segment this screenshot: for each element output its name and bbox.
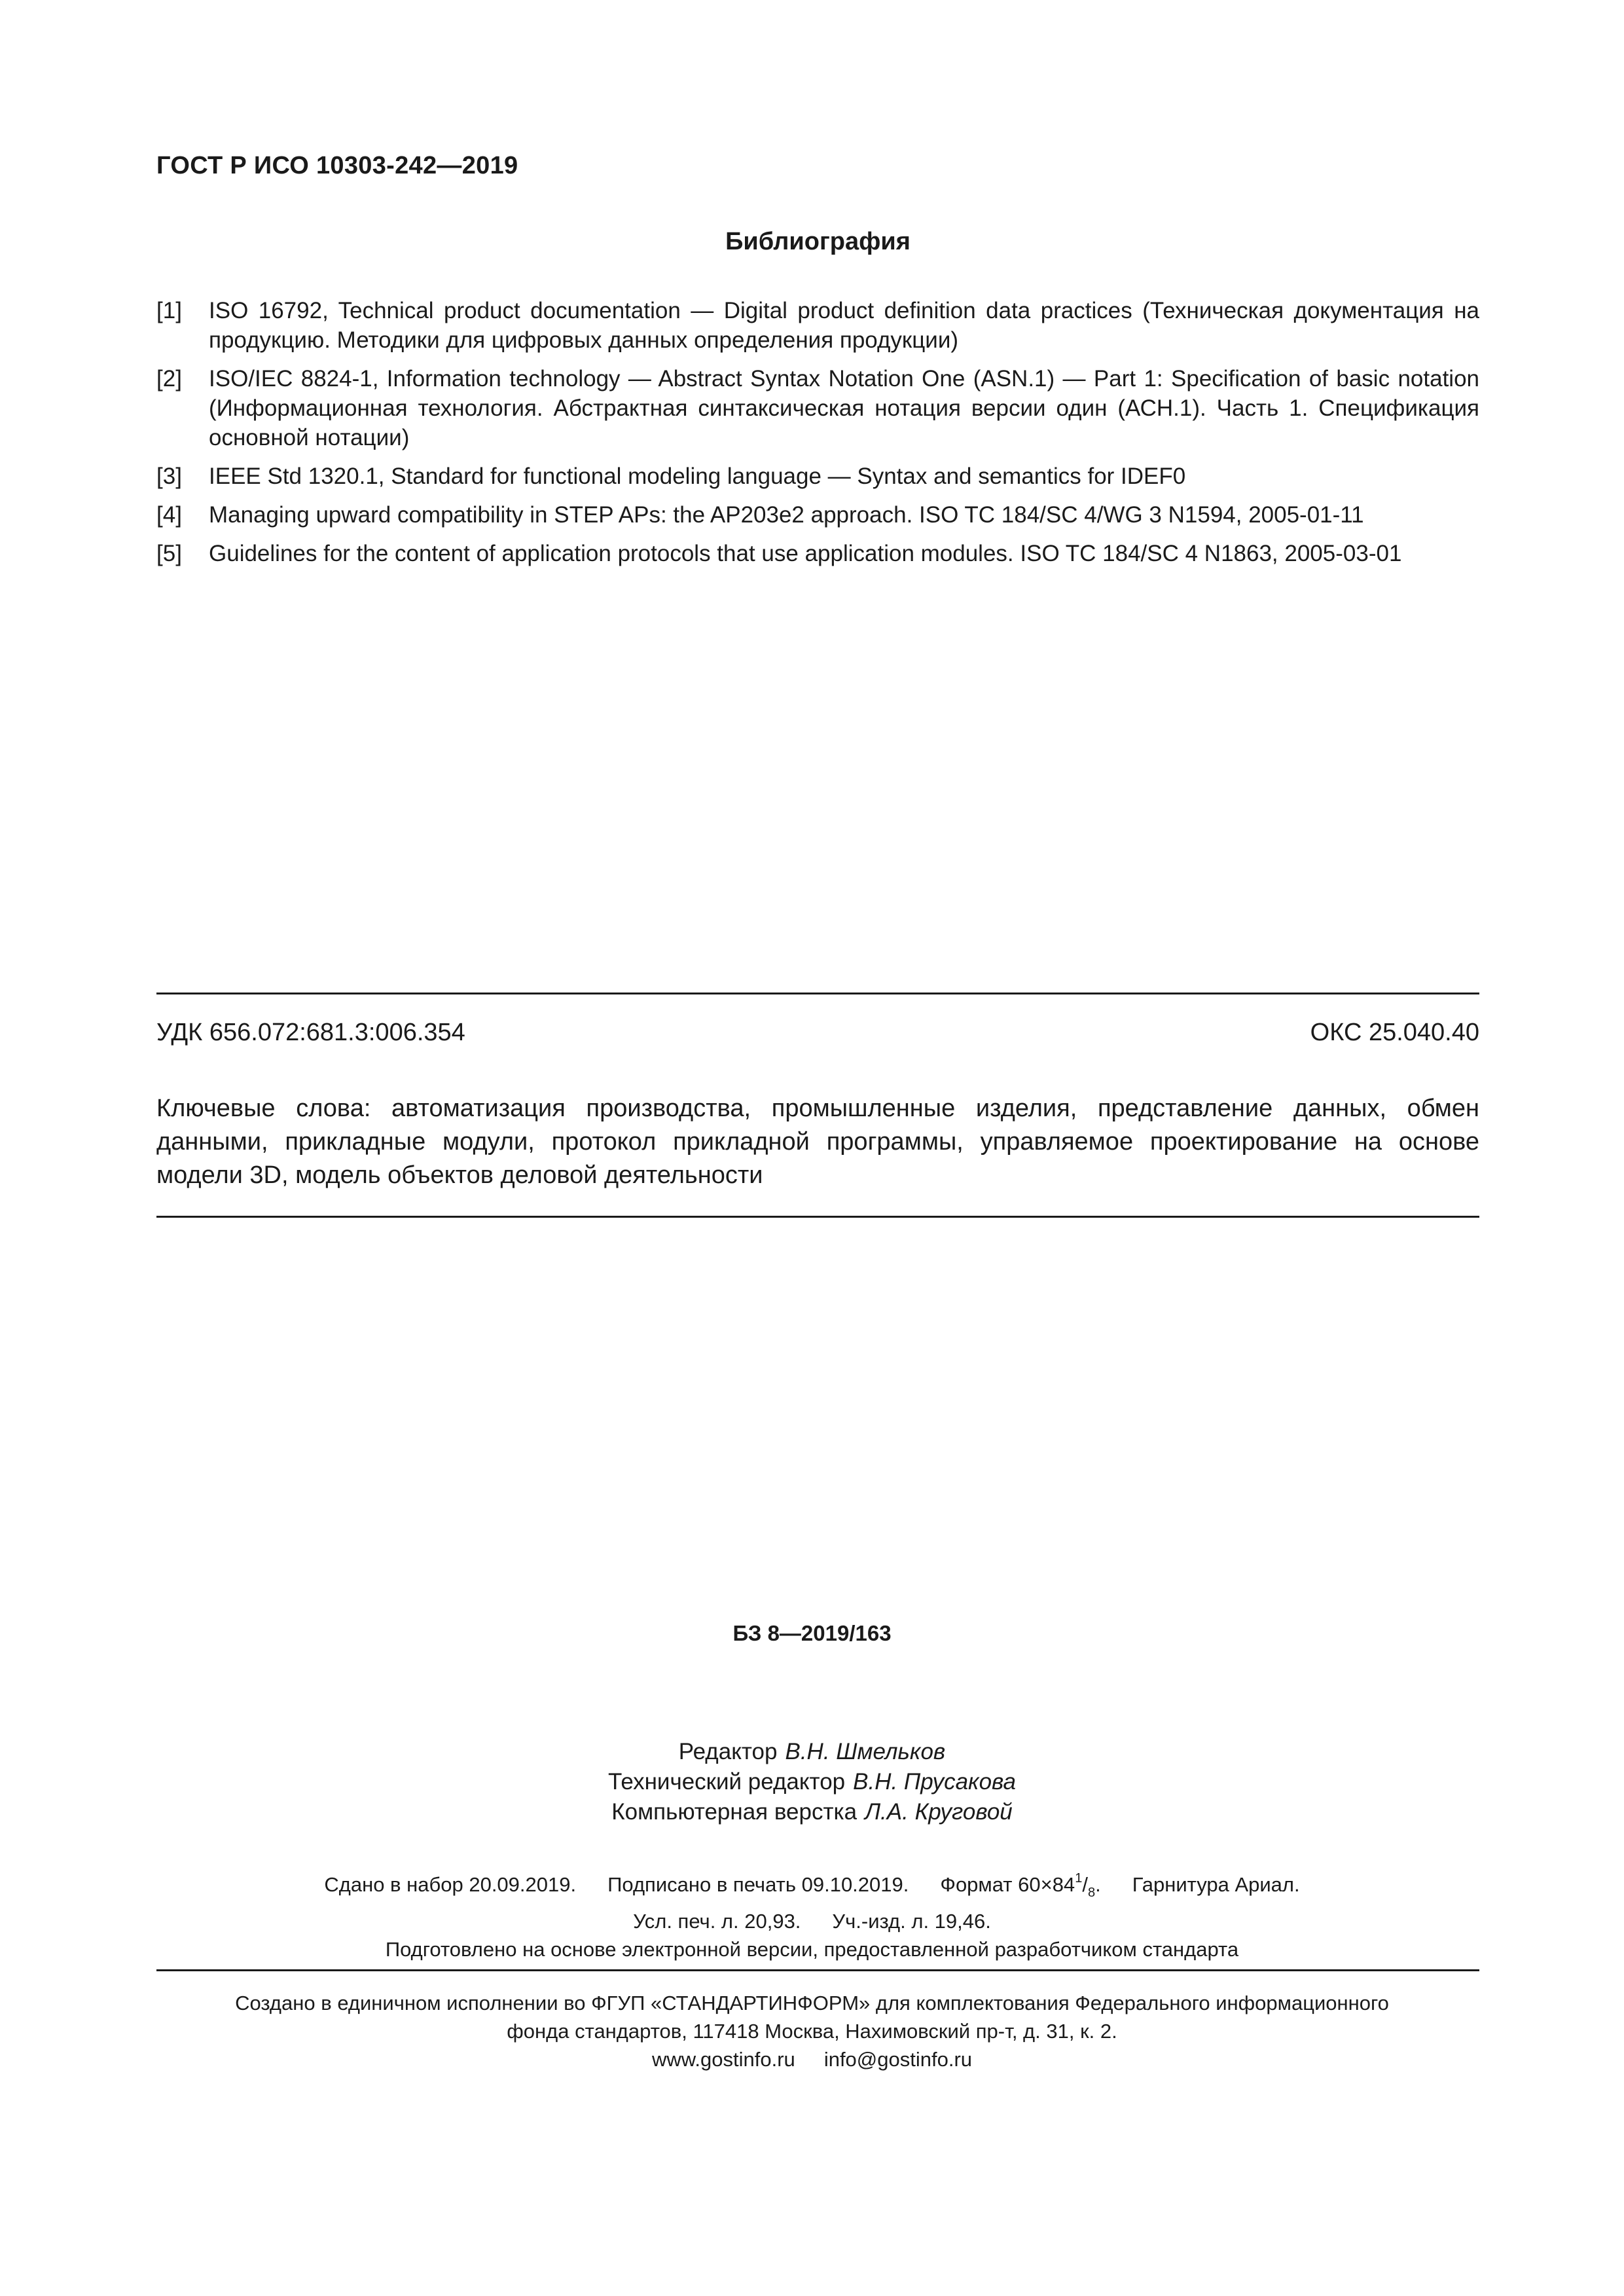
bibliography-item bbox=[156, 364, 1479, 452]
print-format: Формат $60\times 84^1/_8$. bbox=[940, 1871, 1101, 1900]
signed-date: Подписано в печать 09.10.2019. bbox=[607, 1873, 909, 1896]
credits-block bbox=[0, 1737, 1624, 1827]
bibliography-item-number: [5] bbox=[156, 541, 182, 566]
bibliography-item bbox=[156, 462, 1479, 491]
keywords-paragraph: Ключевые слова: автоматизация производства, промышленные изделия, представление данных, обмен данными, прикладные модули, протокол прикладной программы, управляемое проектирование на основе модели 3D, модель объектов деловой деятельности bbox=[156, 1095, 1479, 1189]
bibliography-item bbox=[156, 500, 1479, 530]
sheets-pub: Уч.-изд. л. 19,46. bbox=[832, 1910, 991, 1933]
bz-number: БЗ 8—2019/163 bbox=[732, 1621, 892, 1645]
divider-bottom bbox=[156, 1969, 1479, 1971]
bibliography-item-number: [2] bbox=[156, 366, 182, 392]
bibliography-item-number: [4] bbox=[156, 502, 182, 528]
editor-label: Редактор bbox=[678, 1739, 778, 1764]
bibliography-item-number: [1] bbox=[156, 298, 182, 323]
oks-code: ОКС 25.040.40 bbox=[1310, 1019, 1479, 1046]
print-info-line-2 bbox=[0, 1907, 1624, 1935]
editor-line bbox=[0, 1737, 1624, 1767]
udc-code: УДК 656.072:681.3:006.354 bbox=[156, 1019, 465, 1046]
tech-editor-label: Технический редактор bbox=[607, 1769, 846, 1795]
print-format-prefix: Формат 60×84 bbox=[940, 1873, 1075, 1896]
bibliography-list bbox=[156, 296, 1479, 577]
website-link[interactable]: www.gostinfo.ru bbox=[651, 2048, 795, 2071]
editor-name: В.Н. Шмельков bbox=[785, 1739, 946, 1764]
print-info-block bbox=[0, 1865, 1624, 1963]
email-link[interactable]: info@gostinfo.ru bbox=[823, 2048, 973, 2071]
bibliography-item-text: Managing upward compatibility in STEP APs: the AP203e2 approach. ISO TC 184/SC 4/WG 3 N1594, 2005-01-11 bbox=[209, 502, 1364, 528]
sheets-print: Усл. печ. л. 20,93. bbox=[633, 1910, 801, 1933]
bibliography-item-text: IEEE Std 1320.1, Standard for functional modeling language — Syntax and semantics for IDEF0 bbox=[209, 464, 1186, 489]
print-format-denominator: 8 bbox=[1087, 1886, 1096, 1900]
layout-label: Компьютерная верстка bbox=[611, 1799, 857, 1825]
bibliography-item-text: Guidelines for the content of application protocols that use application modules. ISO TC 184/SC 4 N1863, 2005-03-01 bbox=[209, 541, 1402, 566]
footer-block bbox=[0, 1989, 1624, 2073]
bibliography-item bbox=[156, 296, 1479, 355]
bibliography-item-text: ISO/IEC 8824-1, Information technology — Abstract Syntax Notation One (ASN.1) — Part 1: Specification of basic notation (Информационная технология. Абстрактная синтаксическая нотация версии один (АСН.1). Часть 1. Спецификация основной нотации) bbox=[209, 366, 1479, 450]
tech-editor-name: В.Н. Прусакова bbox=[853, 1769, 1017, 1795]
print-format-suffix: . bbox=[1095, 1873, 1101, 1896]
tech-editor-line bbox=[0, 1767, 1624, 1797]
layout-line bbox=[0, 1797, 1624, 1827]
submitted-date: Сдано в набор 20.09.2019. bbox=[324, 1873, 577, 1896]
print-info-line-1 bbox=[0, 1865, 1624, 1907]
footer-contacts bbox=[0, 2045, 1624, 2073]
layout-name: Л.А. Круговой bbox=[865, 1799, 1013, 1825]
footer-line-1: Создано в единичном исполнении во ФГУП «СТАНДАРТИНФОРМ» для комплектования Федерального информационного bbox=[235, 1992, 1389, 2014]
typeface: Гарнитура Ариал. bbox=[1132, 1873, 1300, 1896]
bibliography-item-text: ISO 16792, Technical product documentation — Digital product definition data practices (Техническая документация на продукцию. Методики для цифровых данных определения продукции) bbox=[209, 298, 1479, 353]
bibliography-item-number: [3] bbox=[156, 464, 182, 489]
standard-code: ГОСТ Р ИСО 10303-242—2019 bbox=[156, 152, 518, 179]
divider-top bbox=[156, 993, 1479, 994]
divider-middle bbox=[156, 1216, 1479, 1218]
bibliography-item bbox=[156, 539, 1479, 568]
bibliography-title: Библиография bbox=[725, 228, 911, 255]
prepared-note: Подготовлено на основе электронной версии, предоставленной разработчиком стандарта bbox=[385, 1938, 1239, 1961]
footer-line-2: фонда стандартов, 117418 Москва, Нахимовский пр-т, д. 31, к. 2. bbox=[507, 2020, 1117, 2043]
print-format-numerator: 1 bbox=[1075, 1871, 1083, 1886]
